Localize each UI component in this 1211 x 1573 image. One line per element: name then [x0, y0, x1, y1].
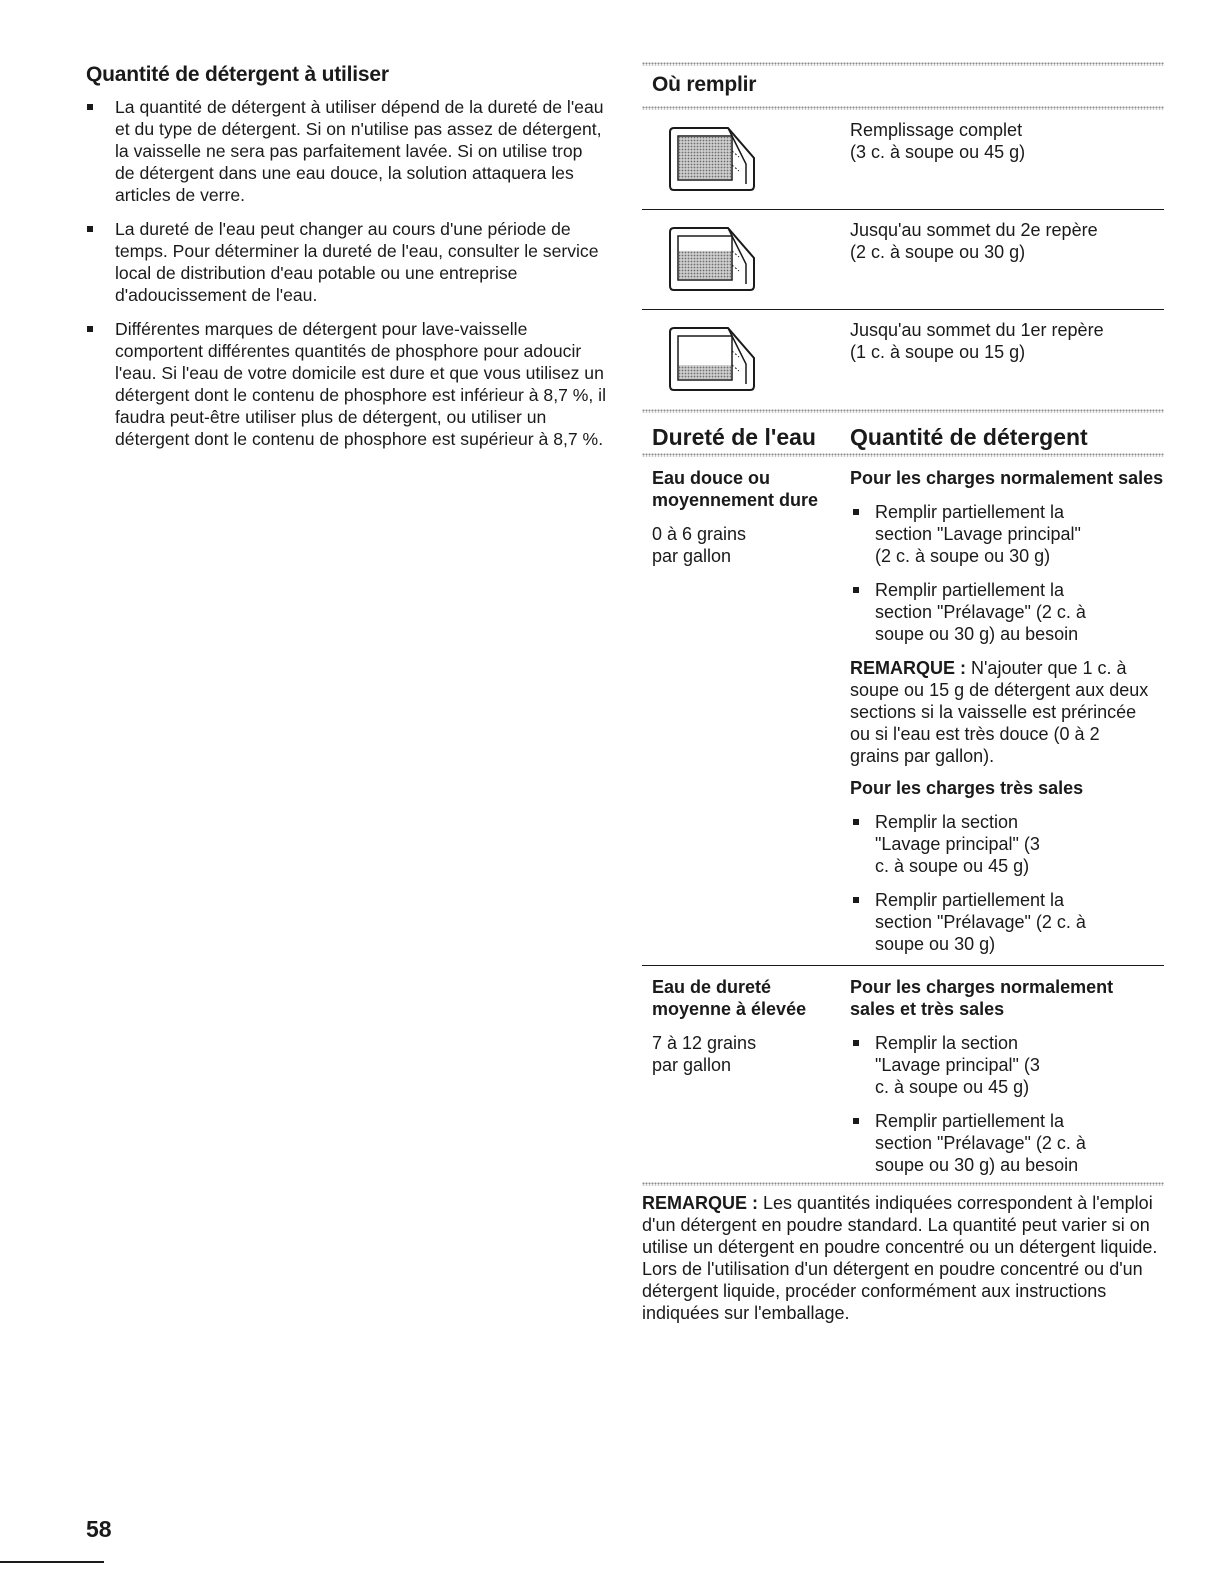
soft-water-grains: 0 à 6 grains par gallon — [652, 524, 747, 566]
hardness-heading: Dureté de l'eau — [652, 424, 816, 450]
dotted-divider — [642, 1182, 1164, 1186]
fill-row-first-mark — [642, 310, 1164, 409]
fill-row-second-mark — [642, 210, 1164, 309]
dispenser-illustration — [642, 210, 850, 309]
fill-label: Jusqu'au sommet du 2e repère — [850, 220, 1098, 240]
list-item: Remplir la section "Lavage principal" (3 c. à soupe ou 45 g) — [850, 811, 1055, 877]
fill-label: Jusqu'au sommet du 1er repère — [850, 320, 1104, 340]
hard-water-row — [642, 966, 1164, 1182]
left-column — [86, 62, 606, 462]
list-item: Remplir partiellement la section "Prélavage" (2 c. à soupe ou 30 g) — [850, 889, 1110, 955]
fill-amount: (1 c. à soupe ou 15 g) — [850, 342, 1026, 362]
soft-water-note — [850, 657, 1150, 767]
footer-rule — [0, 1561, 104, 1563]
soft-water-row — [642, 457, 1164, 959]
all-loads-title: Pour les charges normalement sales et très sales — [850, 977, 1114, 1019]
detergent-amount-title: Quantité de détergent à utiliser — [86, 63, 389, 86]
bullet-item: La quantité de détergent à utiliser dépend de la dureté de l'eau et du type de détergent. Si on n'utilise pas assez de détergent, la vaisselle ne sera pas parfaitement lavée. Si on utilise trop de détergent dans une eau douce, la solution attaquera les articles de verre. — [86, 96, 606, 206]
note-label: REMARQUE : — [850, 658, 966, 678]
list-item: Remplir partiellement la section "Lavage principal" (2 c. à soupe ou 30 g) — [850, 501, 1100, 567]
note-text: Les quantités indiquées correspondent à l'emploi d'un détergent en poudre standard. La quantité peut varier si on utilise un détergent en poudre concentré ou un détergent liquide. Lors de l'utilisation d'un détergent en poudre concentré ou d'un détergent liquide, procéder conformément aux instructions indiquées sur l'emballage. — [642, 1193, 1158, 1323]
where-to-fill-title: Où remplir — [652, 73, 757, 96]
fill-amount: (3 c. à soupe ou 45 g) — [850, 142, 1026, 162]
dispenser-illustration — [642, 110, 850, 209]
detergent-bullets — [86, 96, 606, 450]
hard-water-grains: 7 à 12 grains par gallon — [652, 1033, 757, 1075]
bullet-item: La dureté de l'eau peut changer au cours d'une période de temps. Pour déterminer la dureté de l'eau, consulter le service local de distribution d'eau potable ou une entreprise d'adoucissement de l'eau. — [86, 218, 606, 306]
fill-amount: (2 c. à soupe ou 30 g) — [850, 242, 1026, 262]
right-column — [642, 62, 1164, 1324]
dotted-divider — [642, 62, 1164, 66]
bullet-item: Différentes marques de détergent pour lave-vaisselle comportent différentes quantités de phosphore pour adoucir l'eau. Si l'eau de votre domicile est dure et que vous utilisez un détergent dont le contenu de phosphore est inférieur à 8,7 %, il faudra peut-être utiliser plus de détergent, ou utiliser un détergent dont le contenu de phosphore est supérieur à 8,7 %. — [86, 318, 606, 450]
page-number: 58 — [86, 1516, 112, 1542]
list-item: Remplir la section "Lavage principal" (3 c. à soupe ou 45 g) — [850, 1032, 1055, 1098]
heavy-load-title: Pour les charges très sales — [850, 778, 1084, 798]
table-header — [642, 413, 1164, 453]
note-text: N'ajouter que 1 c. à soupe ou 15 g de détergent aux deux sections si la vaisselle est prérincée ou si l'eau est très douce (0 à 2 grains par gallon). — [850, 658, 1149, 766]
fill-row-full — [642, 110, 1164, 209]
note-label: REMARQUE : — [642, 1193, 758, 1213]
final-note — [642, 1192, 1164, 1324]
hard-water-title: Eau de dureté moyenne à élevée — [652, 977, 807, 1019]
soft-water-title: Eau douce ou moyennement dure — [652, 468, 819, 510]
amount-heading: Quantité de détergent — [850, 424, 1088, 450]
dispenser-cup-icon — [666, 124, 758, 194]
list-item: Remplir partiellement la section "Prélavage" (2 c. à soupe ou 30 g) au besoin — [850, 1110, 1110, 1176]
fill-label: Remplissage complet — [850, 120, 1023, 140]
dispenser-cup-icon — [666, 324, 758, 394]
dispenser-cup-icon — [666, 224, 758, 294]
dispenser-illustration — [642, 310, 850, 409]
list-item: Remplir partiellement la section "Prélavage" (2 c. à soupe ou 30 g) au besoin — [850, 579, 1110, 645]
normal-load-title: Pour les charges normalement sales — [850, 468, 1164, 488]
